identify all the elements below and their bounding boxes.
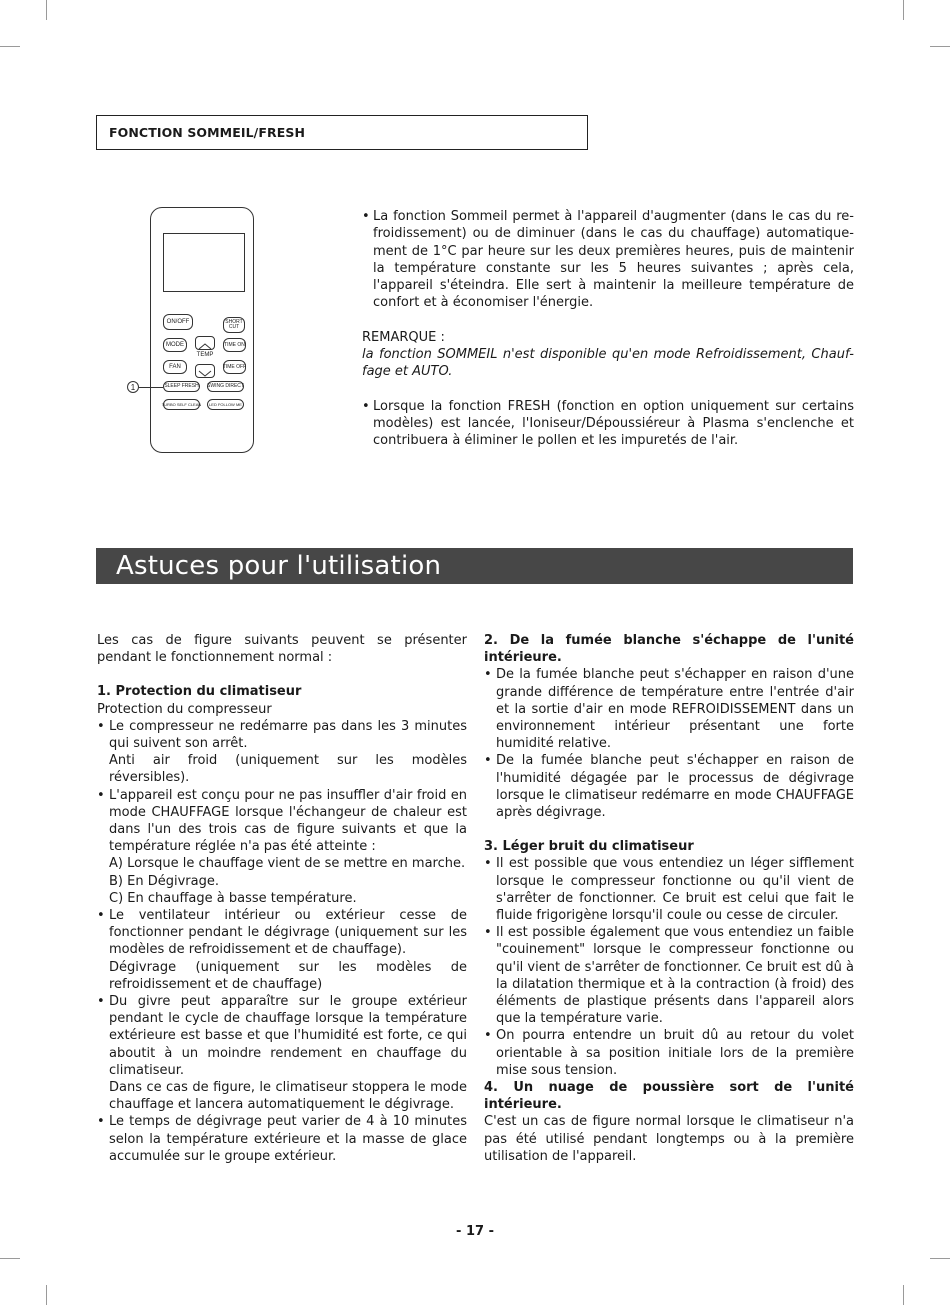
swing-direct-button: SWING DIRECT — [207, 381, 244, 392]
heading-1: 1. Protection du climatiseur — [97, 684, 302, 700]
subheading: Dégivrage (uniquement sur les modèles de refroidissement et de chauffage) — [109, 959, 467, 992]
on-off-button: ON/OFF — [163, 314, 193, 330]
list-item: A) Lorsque le chauffage vient de se mettre en marche. — [109, 856, 466, 872]
list-item: • Le compresseur ne redémarre pas dans les 3 minutes qui suivent son arrêt. — [97, 718, 467, 752]
callout-marker: 1 — [127, 381, 139, 393]
fan-button: FAN — [163, 360, 187, 374]
left-column — [97, 632, 467, 1165]
list-item: Dans ce cas de figure, le climatiseur stoppera le mode chauffage et lancera automatiquement le dégivrage. — [109, 1080, 467, 1113]
list-item: • Le ventilateur intérieur ou extérieur cesse de fonctionner pendant le dégivrage (uniquement sur les modèles de refroidissement et de chauffage). — [97, 907, 467, 959]
remote-display — [163, 233, 245, 292]
callout-line — [139, 387, 163, 388]
crop-mark — [903, 0, 904, 20]
heading-3: 3. Léger bruit du climatiseur — [484, 839, 694, 855]
crop-mark — [46, 1285, 47, 1305]
temp-buttons — [195, 336, 215, 378]
sleep-fresh-description — [362, 208, 854, 450]
remote-control-illustration — [150, 207, 254, 453]
heading-2: 2. De la fumée blanche s'échappe de l'unité intérieure. — [484, 633, 854, 666]
list-item: • L'appareil est conçu pour ne pas insuffler d'air froid en mode CHAUFFAGE lorsque l'échangeur de chaleur est dans l'un des trois cas de figure suivants et que la température réglée n'a pas été atteinte : — [97, 787, 467, 856]
paragraph: C'est un cas de figure normal lorsque le climatiseur n'a pas été utilisé pendant longtemps ou à la première utilisation de l'appareil. — [484, 1114, 854, 1164]
list-item: • De la fumée blanche peut s'échapper en raison de l'humidité dégagée par le processus de dégivrage lorsque le climatiseur redémarre en mode CHAUFFAGE après dégivrage. — [484, 752, 854, 821]
right-column — [484, 632, 854, 1165]
subheading: Protection du compresseur — [97, 701, 272, 717]
crop-mark — [46, 0, 47, 20]
short-cut-button: SHORT CUT — [223, 317, 245, 333]
crop-mark — [930, 46, 950, 47]
list-item: • Il est possible que vous entendiez un léger sifflement lorsque le compresseur fonctionne ou qu'il vient de s'arrêter de fonctionner. Ce bruit est celui que fait le fluide frigorigène lorsqu'il coule ou cesse de circuler. — [484, 855, 854, 924]
remark-title: REMARQUE : — [362, 329, 445, 345]
led-follow-me-button: LED FOLLOW ME — [207, 399, 244, 410]
temp-label: TEMP — [196, 352, 214, 358]
turbo-self-clean-button: TURBO SELF CLEAN — [163, 399, 200, 410]
temp-up-icon — [195, 336, 215, 350]
intro-text: Les cas de figure suivants peuvent se présenter pendant le fonctionnement normal : — [97, 633, 467, 666]
mode-button: MODE — [163, 338, 187, 352]
sleep-fresh-button: SLEEP FRESH — [163, 381, 200, 392]
list-item: B) En Dégivrage. — [109, 873, 219, 889]
sleep-function-text: • La fonction Sommeil permet à l'appareil d'augmenter (dans le cas du re- froidissement) ou de diminuer (dans le cas du chauffage) automatique- ment de 1°C par heure sur les deux premières heures, puis de maintenir la température constante sur les 5 heures suivantes ; après cela, l'appareil s'éteindra. Elle sert à maintenir la meilleure température de confort et à économiser l'énergie. — [362, 208, 854, 312]
list-item: • On pourra entendre un bruit dû au retour du volet orientable à sa position initiale lors de la première mise sous tension. — [484, 1027, 854, 1079]
list-item: • Il est possible également que vous entendiez un faible "couinement" lorsque le compresseur fonctionne ou qu'il vient de s'arrêter de fonctionner. Ce bruit est dû à la dilatation thermique et à la contraction (à froid) des éléments de plastique présents dans l'appareil alors que la température varie. — [484, 924, 854, 1027]
list-item: • De la fumée blanche peut s'échapper en raison d'une grande différence de température entre l'entrée d'air et la sortie d'air en mode REFROIDISSEMENT dans un environnement intérieur présentant une forte humidité relative. — [484, 666, 854, 752]
time-on-button: TIME ON — [223, 338, 246, 352]
section-title: FONCTION SOMMEIL/FRESH — [96, 115, 588, 150]
list-item: • Le temps de dégivrage peut varier de 4 à 10 minutes selon la température extérieure et la masse de glace accumulée sur le groupe extérieur. — [97, 1113, 467, 1165]
remark-text: la fonction SOMMEIL n'est disponible qu'en mode Refroidissement, Chauf- fage et AUTO. — [362, 347, 854, 380]
subheading: Anti air froid (uniquement sur les modèles réversibles). — [109, 753, 467, 786]
time-off-button: TIME OFF — [223, 360, 246, 374]
fresh-function-text: • Lorsque la fonction FRESH (fonction en option uniquement sur certains modèles) est lancée, l'Ioniseur/Dépoussiéreur à Plasma s'enclenche et contribuera à éliminer le pollen et les impuretés de l'air. — [362, 398, 854, 450]
section-banner: Astuces pour l'utilisation — [96, 548, 853, 584]
crop-mark — [930, 1258, 950, 1259]
crop-mark — [903, 1285, 904, 1305]
crop-mark — [0, 46, 20, 47]
temp-down-icon — [195, 364, 215, 378]
list-item: • Du givre peut apparaître sur le groupe extérieur pendant le cycle de chauffage lorsque la température extérieure est basse et que l'humidité est forte, ce qui aboutit à un moindre rendement en chauffage du climatiseur. — [97, 993, 467, 1079]
list-item: C) En chauffage à basse température. — [109, 890, 357, 906]
page-number: - 17 - — [456, 1224, 494, 1239]
heading-4: 4. Un nuage de poussière sort de l'unité intérieure. — [484, 1080, 854, 1113]
crop-mark — [0, 1258, 20, 1259]
